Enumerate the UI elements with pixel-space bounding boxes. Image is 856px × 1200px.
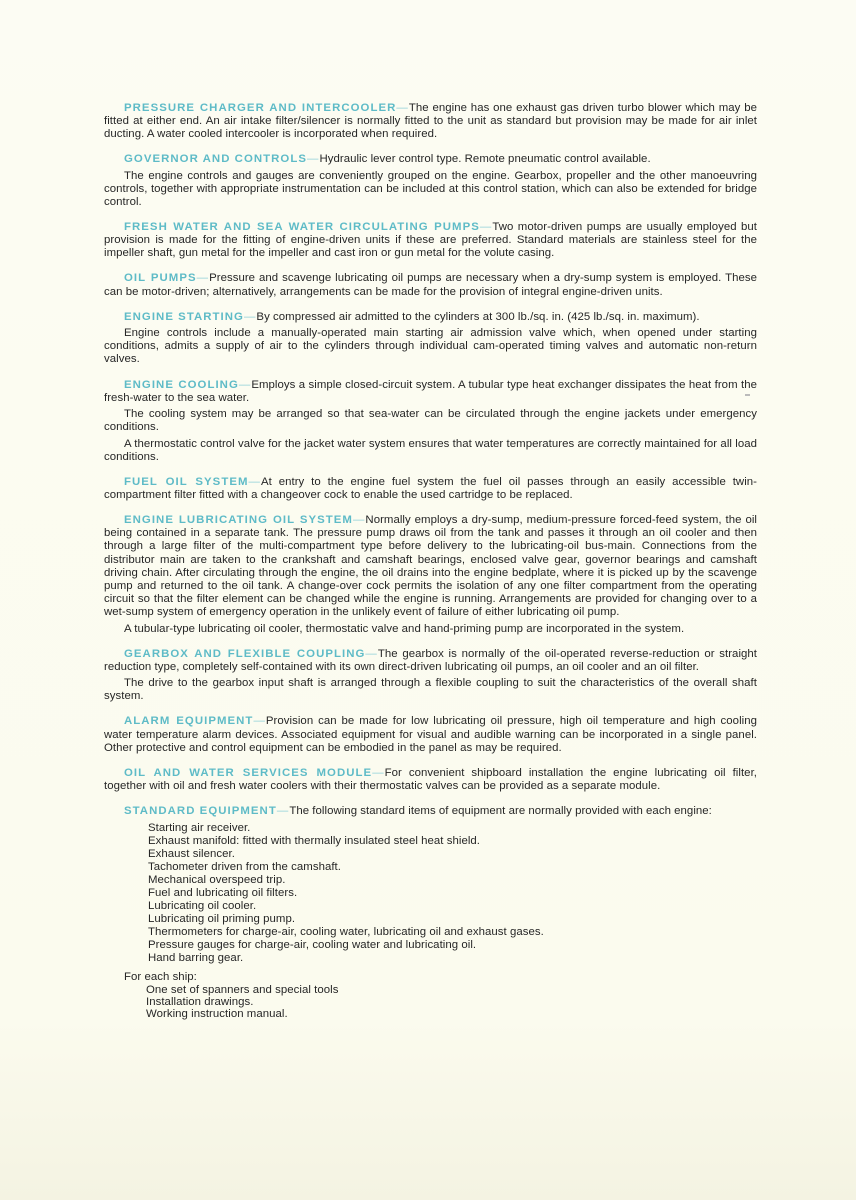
paragraph-text: Normally employs a dry-sump, medium-pressure forced-feed system, the oil being contained in a separate tank. The pressure pump draws oil from the tank and passes it through an oil cooler and then through a large filter of the multi-compartment type before delivery to the lubricating-oil bus-main. Connections from the distributor main are taken to the crankshaft and camshaft bearings, enclosed valve gear, governor bearings and camshaft driving chain. After circulating through the engine, the oil drains into the engine bedplate, where it is picked up by the scavenge pump and returned to the oil tank. A change-over cock permits the isolation of any one filter compartment from the operating circuit so that the filter element can be changed while the engine is running. Arrangements are provided for changing over to a wet-sump system of emergency operation in the unlikely event of failure of either lubricating oil pump.	[104, 514, 758, 618]
list-item: Exhaust manifold: fitted with thermally insulated steel heat shield.	[148, 834, 481, 847]
paragraph	[104, 102, 757, 141]
paragraph-text: Employs a simple closed-circuit system. A tubular type heat exchanger dissipates the heat from the fresh-water to the sea water.	[104, 378, 757, 404]
paragraph-text: Hydraulic lever control type. Remote pneumatic control available.	[319, 153, 651, 166]
heading-dash: —	[396, 102, 408, 114]
heading-dash: —	[352, 514, 365, 527]
list-item: Lubricating oil priming pump.	[148, 912, 296, 925]
list-item: Exhaust silencer.	[148, 847, 235, 860]
paragraph-text: At entry to the engine fuel system the fuel oil passes through an easily accessible twin-compartment filter fitted with a changeover cock to enable the used cartridge to be replaced.	[104, 476, 758, 502]
section-heading: FUEL OIL SYSTEM	[124, 476, 249, 489]
heading-dash: —	[196, 272, 209, 285]
paragraph	[104, 221, 757, 260]
paragraph	[104, 715, 757, 754]
section-pressure-charger	[104, 102, 757, 141]
section-services-module	[104, 767, 757, 793]
section-alarm-equipment	[104, 715, 757, 754]
list-item: Mechanical overspeed trip.	[148, 873, 286, 886]
section-heading: ENGINE STARTING	[124, 310, 244, 323]
list-item: Working instruction manual.	[146, 1008, 288, 1021]
heading-dash: —	[479, 221, 492, 234]
paragraph	[104, 805, 757, 818]
paragraph-text: Two motor-driven pumps are usually employed but provision is made for the fitting of engine-driven units if these are preferred. Standard materials are stainless steel for the impeller shaft, gun metal for the impeller and cast iron or gun metal for the volute casing.	[104, 221, 758, 260]
document-page	[104, 102, 757, 1033]
paragraph: The engine controls and gauges are conveniently grouped on the engine. Gearbox, propeller and the other manoeuvring controls, together with appropriate instrumentation can be included at this control station, which can also be extended for bridge control.	[104, 169, 757, 209]
paragraph-text: The gearbox is normally of the oil-operated reverse-reduction or straight reduction type, completely self-contained with its own direct-driven lubricating oil pumps, an oil cooler and an oil filter.	[104, 647, 758, 673]
heading-dash: —	[253, 715, 265, 728]
section-heading: ENGINE LUBRICATING OIL SYSTEM	[124, 514, 353, 527]
list-item: Lubricating oil cooler.	[148, 899, 257, 912]
list-item: Thermometers for charge-air, cooling water, lubricating oil and exhaust gases.	[148, 925, 544, 938]
engine-equipment-list	[148, 822, 757, 965]
paragraph	[104, 514, 757, 619]
paragraph-text: The engine has one exhaust gas driven turbo blower which may be fitted at either end. An air intake filter/silencer is normally fitted to the unit as standard but provision may be made for air inlet ducting. A water cooled intercooler is incorporated when required.	[104, 102, 758, 141]
paragraph-text: For convenient shipboard installation the engine lubricating oil filter, together with oil and fresh water coolers with their thermostatic valves can be provided as a separate module.	[104, 766, 757, 792]
paper-speck	[745, 394, 750, 396]
section-fuel-oil-system	[104, 476, 757, 502]
list-item: Pressure gauges for charge-air, cooling water and lubricating oil.	[148, 938, 477, 951]
list-item: Installation drawings.	[146, 995, 254, 1008]
paragraph	[104, 648, 757, 674]
heading-dash: —	[372, 766, 384, 779]
paragraph-text: Provision can be made for low lubricating oil pressure, high oil temperature and high cooling water temperature alarm devices. Associated equipment for visual and audible warning can be incorporated in a single panel. Other protective and control equipment can be embodied in the panel as may be required.	[104, 715, 757, 754]
section-lubricating-oil-system	[104, 514, 757, 635]
section-heading: STANDARD EQUIPMENT	[124, 804, 277, 817]
section-circulating-pumps	[104, 221, 757, 260]
list-item: One set of spanners and special tools	[146, 983, 339, 996]
section-oil-pumps	[104, 272, 757, 298]
paragraph: A tubular-type lubricating oil cooler, thermostatic valve and hand-priming pump are incorporated in the system.	[124, 622, 685, 635]
section-heading: ENGINE COOLING	[124, 378, 239, 391]
paragraph	[104, 379, 757, 405]
paragraph	[104, 767, 757, 793]
list-item: Fuel and lubricating oil filters.	[148, 886, 298, 899]
section-heading: FRESH WATER AND SEA WATER CIRCULATING PUMPS	[124, 221, 480, 234]
heading-dash: —	[365, 647, 377, 660]
section-heading: GEARBOX AND FLEXIBLE COUPLING	[124, 647, 366, 660]
section-governor-controls	[104, 153, 757, 209]
paragraph: Engine controls include a manually-operated main starting air admission valve which, when opened under starting conditions, admits a supply of air to the cylinders through individual cam-operated timing valves and automatic non-return valves.	[104, 327, 757, 366]
paragraph	[104, 272, 757, 298]
paragraph: The cooling system may be arranged so that sea-water can be circulated through the engine jackets under emergency conditions.	[104, 408, 757, 434]
section-heading: ALARM EQUIPMENT	[124, 715, 254, 728]
paragraph: The drive to the gearbox input shaft is arranged through a flexible coupling to suit the characteristics of the overall shaft system.	[104, 677, 757, 703]
section-heading: GOVERNOR AND CONTROLS	[124, 153, 307, 166]
section-standard-equipment	[104, 805, 757, 1021]
section-heading: OIL AND WATER SERVICES MODULE	[124, 766, 373, 779]
heading-dash: —	[243, 310, 256, 323]
section-engine-cooling	[104, 379, 757, 465]
section-heading: OIL PUMPS	[124, 272, 197, 285]
section-engine-starting	[104, 311, 757, 367]
list-item: Tachometer driven from the camshaft.	[148, 860, 341, 873]
heading-dash: —	[276, 804, 289, 817]
heading-dash: —	[238, 378, 251, 391]
paragraph	[104, 476, 757, 502]
list-item: Hand barring gear.	[148, 951, 244, 964]
section-gearbox-coupling	[104, 648, 757, 704]
ship-equipment-list	[146, 984, 757, 1021]
section-heading: PRESSURE CHARGER AND INTERCOOLER	[124, 102, 397, 114]
heading-dash: —	[307, 153, 319, 166]
paragraph-text: By compressed air admitted to the cylinders at 300 lb./sq. in. (425 lb./sq. in. maximum).	[256, 310, 700, 323]
ship-items-label: For each ship:	[124, 970, 197, 983]
paragraph	[104, 153, 757, 166]
paragraph-text: Pressure and scavenge lubricating oil pumps are necessary when a dry-sump system is employed. These can be motor-driven; alternatively, arrangements can be made for the provision of integral engine-driven units.	[104, 272, 757, 298]
heading-dash: —	[248, 476, 260, 489]
paragraph	[104, 311, 757, 324]
list-item: Starting air receiver.	[148, 821, 251, 834]
paragraph-text: The following standard items of equipment are normally provided with each engine:	[289, 804, 712, 817]
paragraph: A thermostatic control valve for the jacket water system ensures that water temperatures are correctly maintained for all load conditions.	[104, 437, 757, 463]
